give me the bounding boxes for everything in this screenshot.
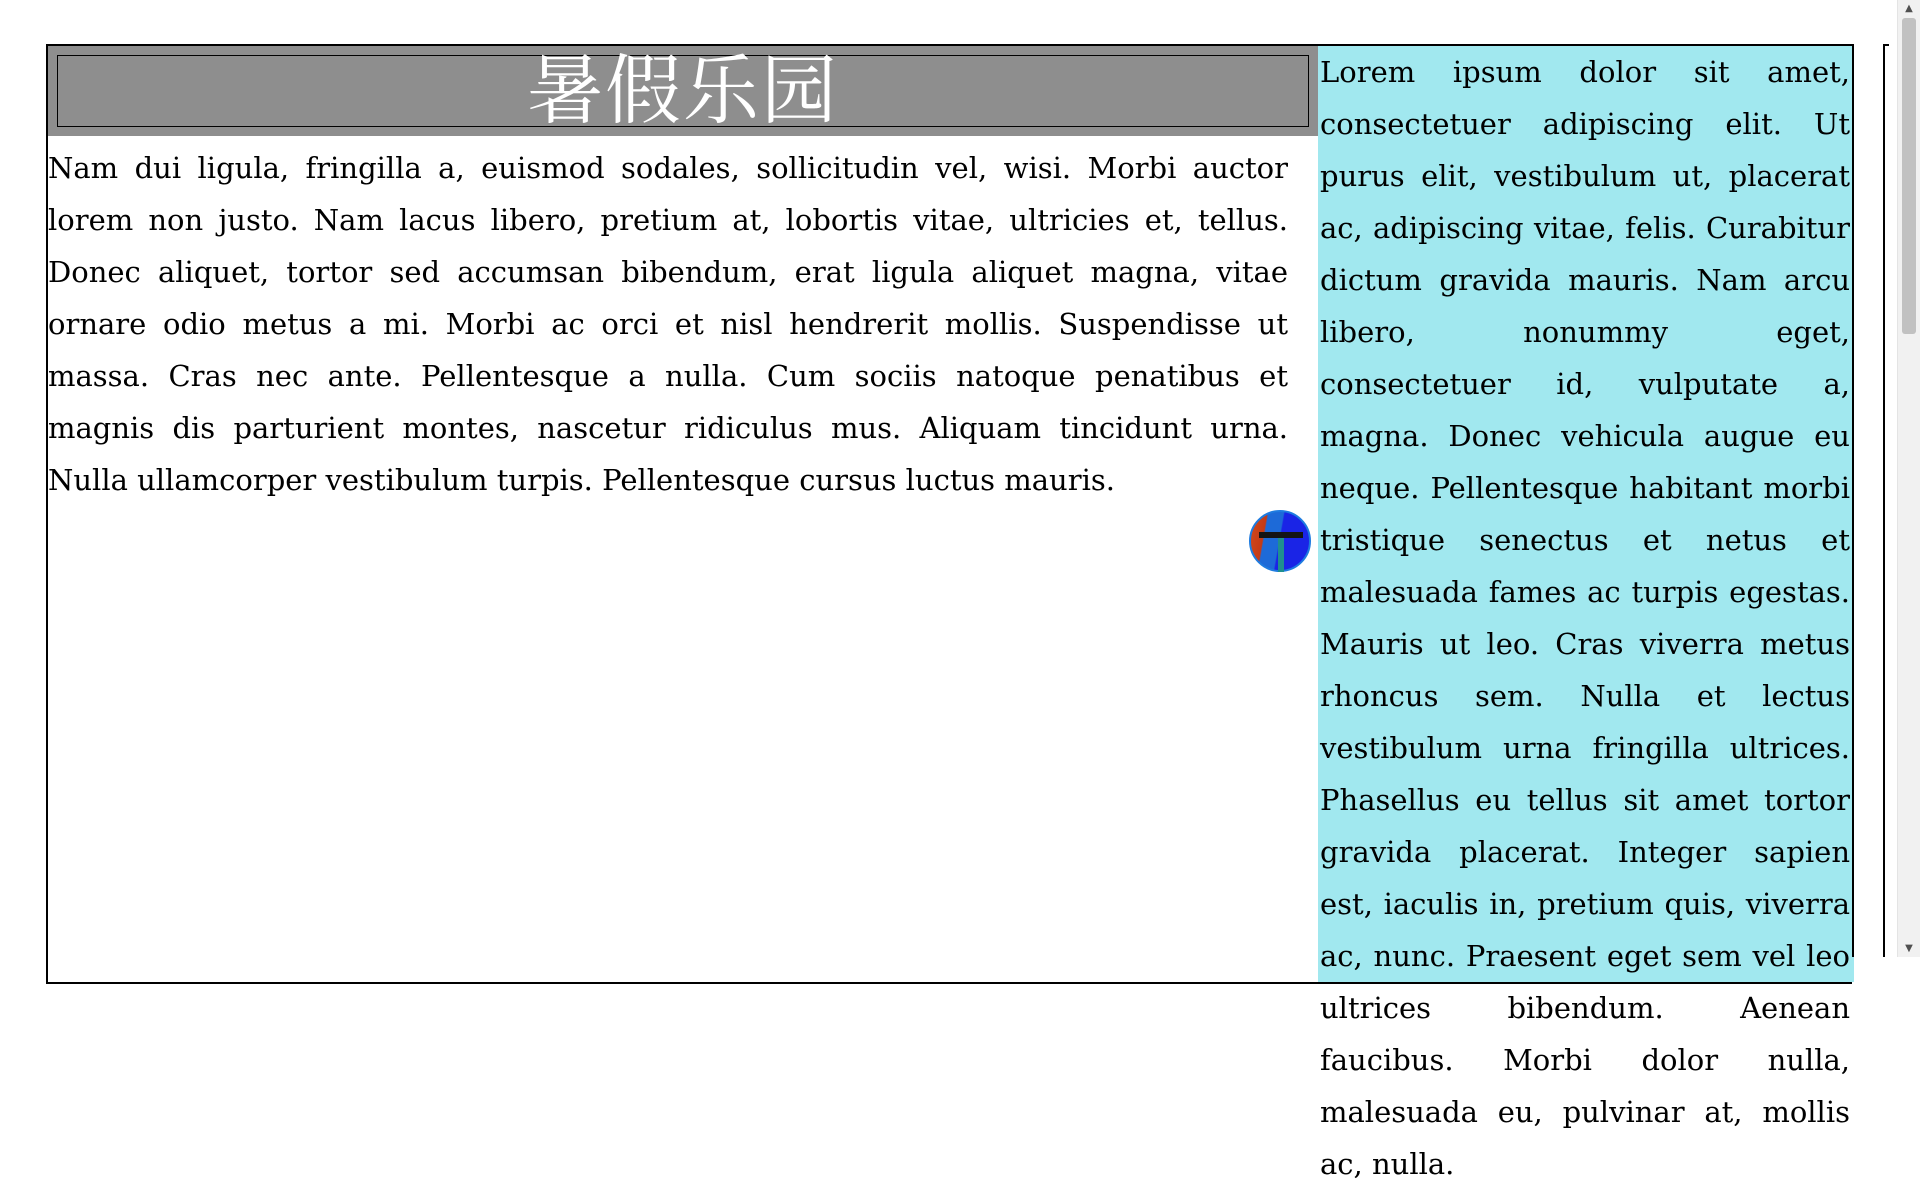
banner-title: 暑假乐园 <box>527 46 839 135</box>
striped-orb-icon[interactable] <box>1249 510 1311 572</box>
left-paragraph: Nam dui ligula, fringilla a, euismod sodales, sollicitudin vel, wisi. Morbi auctor lorem non justo. Nam lacus libero, pretium at, lobortis vitae, ultricies et, tellus. Donec aliquet, tortor sed accumsan bibendum, erat ligula aliquet magna, vitae ornare odio metus a mi. Morbi ac orci et nisl hendrerit mollis. Suspendisse ut massa. Cras nec ante. Pellentesque a nulla. Cum sociis natoque penatibus et magnis dis parturient montes, nascetur ridiculus mus. Aliquam tincidunt urna. Nulla ullamcorper vestibulum turpis. Pellentesque cursus luctus mauris. <box>48 151 1288 497</box>
vertical-scrollbar[interactable] <box>1897 0 1920 957</box>
scroll-thumb[interactable] <box>1902 18 1916 334</box>
scroll-down-icon[interactable]: ▼ <box>1905 943 1913 954</box>
title-banner <box>48 46 1318 136</box>
left-column <box>48 46 1318 982</box>
scroll-up-icon[interactable]: ▲ <box>1905 3 1913 14</box>
frame-right-edge <box>1852 44 1854 957</box>
title-banner-inner <box>57 46 1309 135</box>
orb-stem <box>1278 538 1284 572</box>
page-frame <box>46 44 1852 1181</box>
side-box <box>1883 44 1889 957</box>
sidebar-paragraph: Lorem ipsum dolor sit amet, consectetuer adipiscing elit. Ut purus elit, vestibulum ut, placerat ac, adipiscing vitae, felis. Curabitur dictum gravida mauris. Nam arcu libero, nonummy eget, consectetuer id, vulputate a, magna. Donec vehicula augue eu neque. Pellentesque habitant morbi tristique senectus et netus et malesuada fames ac turpis egestas. Mauris ut leo. Cras viverra metus rhoncus sem. Nulla et lectus vestibulum urna fringilla ultrices. Phasellus eu tellus sit amet tortor gravida placerat. Integer sapien est, iaculis in, pretium quis, viverra ac, nunc. Praesent eget sem vel leo ultrices bibendum. Aenean faucibus. Morbi dolor nulla, malesuada eu, pulvinar at, mollis ac, nulla. <box>1320 55 1850 1181</box>
right-sidebar <box>1318 46 1854 1181</box>
